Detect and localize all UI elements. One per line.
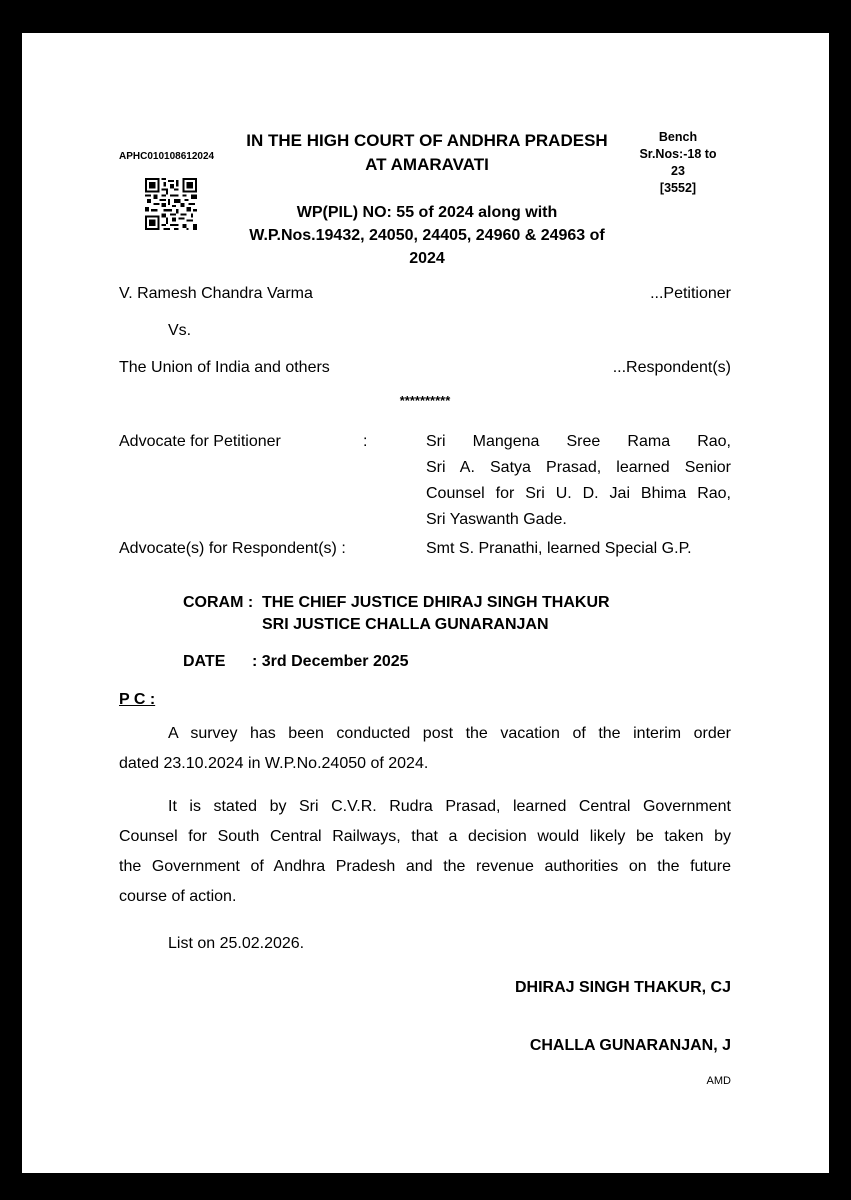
signature-justice: CHALLA GUNARANJAN, J: [529, 1037, 731, 1054]
case-number-line: WP(PIL) NO: 55 of 2024 along with: [296, 204, 558, 221]
case-identifier: APHC010108612024: [119, 151, 215, 162]
case-number: [222, 201, 632, 270]
versus-label: Vs.: [168, 322, 192, 339]
respondent-role: ...Respondent(s): [612, 359, 731, 376]
petitioner-role: ...Petitioner: [650, 285, 731, 302]
date-value: : 3rd December 2025: [252, 653, 409, 670]
respondent-name: The Union of India and others: [119, 359, 330, 376]
signature-chief-justice: DHIRAJ SINGH THAKUR, CJ: [514, 979, 731, 996]
bench-info: [632, 129, 724, 197]
paragraph-line: course of action.: [119, 888, 237, 905]
bench-label: Bench: [658, 130, 698, 144]
coram-label: CORAM :: [183, 594, 254, 611]
coram-judge-1: THE CHIEF JUSTICE DHIRAJ SINGH THAKUR: [262, 594, 610, 611]
order-paragraph-2: [119, 794, 731, 910]
coram-judge-2: SRI JUSTICE CHALLA GUNARANJAN: [262, 616, 549, 633]
respondent-advocate-label: Advocate(s) for Respondent(s) :: [119, 540, 346, 557]
paragraph-line: the Government of Andhra Pradesh and the revenue authorities on the future: [119, 858, 731, 875]
bench-serial: Sr.Nos:-18 to: [639, 147, 717, 161]
order-paragraph-3: List on 25.02.2026.: [168, 935, 305, 952]
paragraph-line: A survey has been conducted post the vacation of the interim order: [168, 725, 731, 742]
advocate-name-line: Counsel for Sri U. D. Jai Bhima Rao,: [426, 485, 731, 502]
qr-code-icon: [145, 178, 197, 230]
court-title: [222, 129, 632, 177]
order-heading: P C :: [119, 691, 156, 708]
petitioner-advocate-label: Advocate for Petitioner: [119, 433, 281, 450]
respondent-advocate-name: Smt S. Pranathi, learned Special G.P.: [426, 540, 692, 557]
initials: AMD: [706, 1075, 731, 1087]
case-number-line: 2024: [409, 250, 445, 267]
court-name: IN THE HIGH COURT OF ANDHRA PRADESH: [246, 131, 608, 150]
document-page: [22, 33, 829, 1173]
separator: **********: [399, 393, 451, 408]
petitioner-advocate-colon: :: [363, 433, 368, 450]
bench-serial-end: 23: [671, 164, 685, 178]
date-label: DATE: [183, 653, 226, 670]
petitioner-advocate-names: [426, 429, 731, 533]
advocate-name-line: Sri Yaswanth Gade.: [426, 511, 567, 528]
advocate-name-line: Sri A. Satya Prasad, learned Senior: [426, 459, 731, 476]
paragraph-line: dated 23.10.2024 in W.P.No.24050 of 2024.: [119, 755, 429, 772]
advocate-name-line: Sri Mangena Sree Rama Rao,: [426, 433, 731, 450]
court-location: AT AMARAVATI: [365, 155, 489, 174]
order-paragraph-1: [119, 721, 731, 777]
paragraph-line: Counsel for South Central Railways, that a decision would likely be taken by: [119, 828, 731, 845]
petitioner-name: V. Ramesh Chandra Varma: [119, 285, 313, 302]
case-number-line: W.P.Nos.19432, 24050, 24405, 24960 & 24963 of: [249, 227, 605, 244]
paragraph-line: It is stated by Sri C.V.R. Rudra Prasad, learned Central Government: [168, 798, 731, 815]
bench-code: [3552]: [659, 181, 697, 195]
